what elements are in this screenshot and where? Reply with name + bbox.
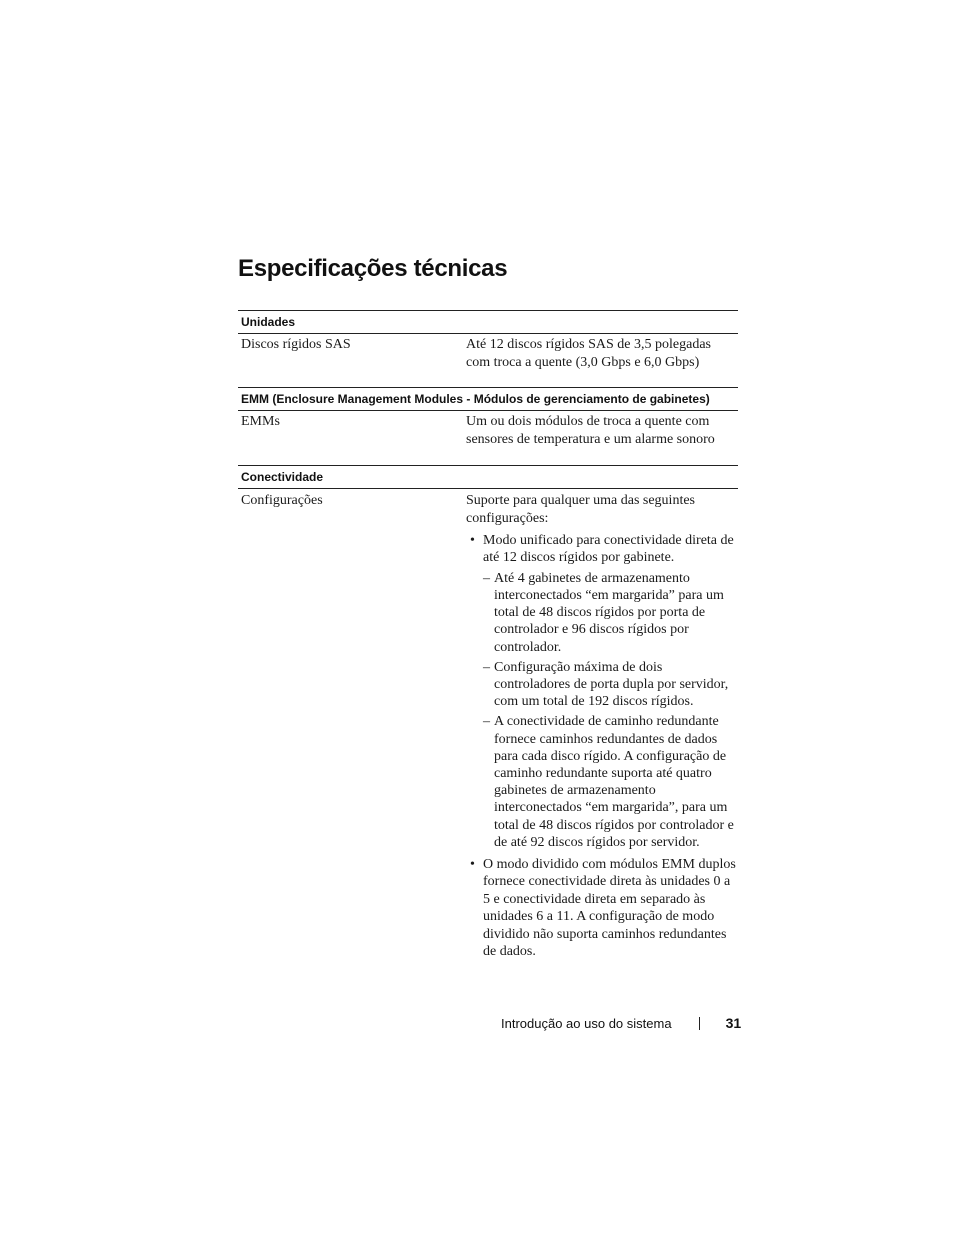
spec-intro: Suporte para qualquer uma das seguintes configurações: <box>466 493 695 526</box>
section-header-emm: EMM (Enclosure Management Modules - Módulos de gerenciamento de gabinetes) <box>238 387 738 411</box>
dash-list <box>483 570 738 851</box>
list-item: – Configuração máxima de dois controladores de porta dupla por servidor, com um total de 192 discos rígidos. <box>483 659 738 711</box>
spec-label: EMMs <box>241 414 280 429</box>
list-item <box>466 856 738 960</box>
spec-table <box>238 310 738 961</box>
page-footer <box>501 1015 741 1031</box>
section-header-conectividade: Conectividade <box>238 465 738 489</box>
spec-row-discos <box>238 334 738 387</box>
bullet-list <box>466 532 738 961</box>
bullet-text: Modo unificado para conectividade direta de até 12 discos rígidos por gabinete. <box>483 533 734 566</box>
spec-value <box>466 492 738 961</box>
list-item: – A conectividade de caminho redundante fornece caminhos redundantes de dados para cada disco rígido. A configuração de caminho redundante suporta até quatro gabinetes de armazenamento interconectados “em margarida”, para um total de 48 discos rígidos por controlador e de até 92 discos rígidos por servidor. <box>483 713 738 851</box>
bullet-text: O modo dividido com módulos EMM duplos fornece conectividade direta às unidades 0 a 5 e conectividade direta em separado às unidades 6 a 11. A configuração de modo dividido não suporta caminhos redundantes de dados. <box>483 857 736 960</box>
section-header-unidades: Unidades <box>238 310 738 334</box>
page-number: 31 <box>725 1015 742 1031</box>
spec-label: Discos rígidos SAS <box>241 337 351 352</box>
spec-value: Um ou dois módulos de troca a quente com sensores de temperatura e um alarme sonoro <box>466 414 715 447</box>
spec-label: Configurações <box>241 493 323 508</box>
list-item <box>466 532 738 851</box>
spec-row-configuracoes <box>238 489 738 961</box>
spec-row-emms <box>238 411 738 465</box>
page-title: Especificações técnicas <box>238 255 508 282</box>
footer-separator <box>699 1017 700 1030</box>
footer-text: Introdução ao uso do sistema <box>501 1015 672 1031</box>
list-item: – Até 4 gabinetes de armazenamento interconectados “em margarida” para um total de 48 discos rígidos por porta de controlador e 96 discos rígidos por controlador. <box>483 570 738 656</box>
spec-value: Até 12 discos rígidos SAS de 3,5 polegadas com troca a quente (3,0 Gbps e 6,0 Gbps) <box>466 337 711 370</box>
